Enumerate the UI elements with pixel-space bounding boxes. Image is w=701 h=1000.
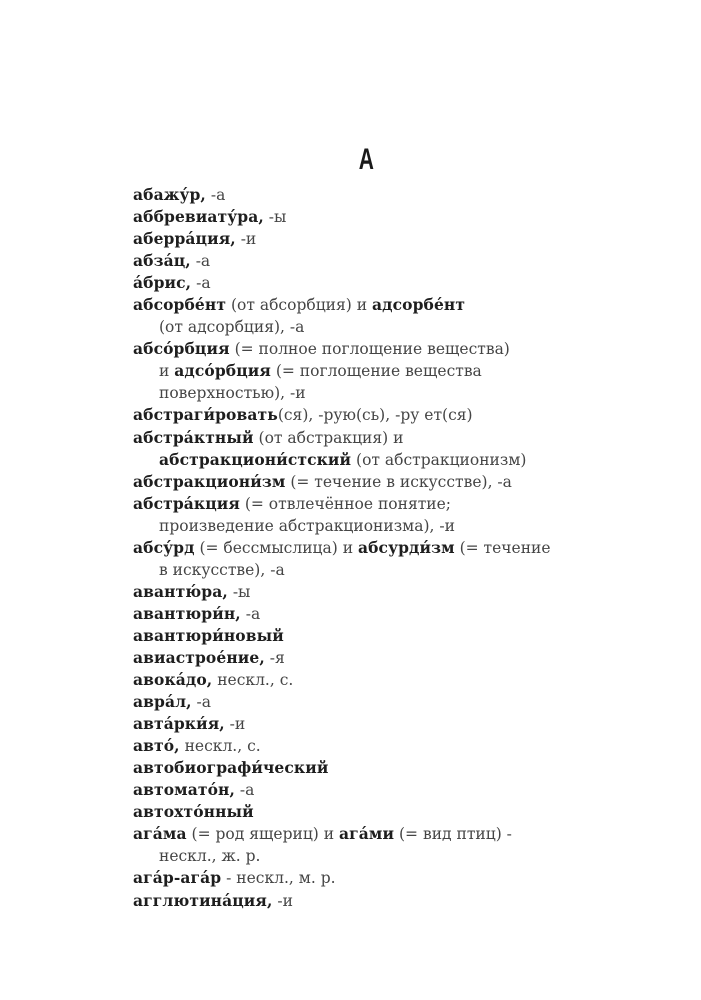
- dictionary-entry-line: [133, 713, 593, 735]
- dictionary-entry-line: [133, 338, 593, 360]
- dictionary-entry-line: [133, 537, 593, 559]
- dictionary-entry-line: [133, 272, 593, 294]
- dictionary-entry-line: [133, 735, 593, 757]
- entry-gloss: (от абстракция) и: [253, 428, 404, 447]
- headword: авока́до,: [133, 670, 213, 690]
- headword: авра́л,: [133, 692, 192, 712]
- entry-gloss: (ся), -рую(сь), -ру ет(ся): [277, 406, 473, 425]
- entry-gloss: в искусстве), -а: [159, 560, 285, 579]
- entry-continuation-line: [133, 316, 593, 338]
- dictionary-entry-line: [133, 603, 593, 625]
- headword: авиастрое́ние,: [133, 647, 265, 667]
- dictionary-entry-line: [133, 228, 593, 250]
- entry-gloss: (= отвлечённое понятие;: [239, 494, 452, 513]
- entry-gloss: (от абстракционизм): [351, 450, 527, 469]
- entry-continuation-line: [133, 559, 593, 581]
- entry-gloss: произведение абстракционизма), -и: [159, 516, 455, 535]
- entry-gloss: -а: [240, 604, 261, 623]
- entry-gloss: -ы: [227, 582, 251, 601]
- entry-gloss: нескл., с.: [179, 737, 261, 756]
- headword: абажу́р,: [133, 185, 206, 204]
- entry-continuation-line: [133, 845, 593, 867]
- entry-gloss: (= род ящериц) и: [186, 825, 340, 844]
- headword: абсорбе́нт: [133, 295, 227, 315]
- dictionary-entry-line: [133, 669, 593, 691]
- entry-gloss: -а: [234, 781, 255, 800]
- dictionary-entry-line: [133, 581, 593, 603]
- entry-gloss: (= бессмыслица) и: [194, 538, 358, 557]
- headword: авто́,: [133, 736, 180, 756]
- headword: абстраги́ровать: [133, 405, 278, 425]
- section-letter-heading: А: [358, 143, 374, 176]
- entry-gloss: -а: [191, 693, 212, 712]
- headword: абстра́кция: [133, 493, 240, 513]
- headword: ага́р-ага́р: [133, 868, 222, 888]
- dictionary-entry-line: [133, 779, 593, 801]
- dictionary-entry-line: [133, 867, 593, 889]
- entry-gloss: -а: [205, 186, 226, 204]
- entry-gloss: -а: [190, 252, 211, 271]
- entry-gloss: (= поглощение вещества: [270, 362, 482, 381]
- entry-gloss: (= полное поглощение вещества): [229, 340, 510, 359]
- headword: абсу́рд: [133, 537, 195, 557]
- headword: ага́ми: [339, 824, 395, 844]
- entry-continuation-line: [133, 515, 593, 537]
- dictionary-entry-line: [133, 184, 593, 206]
- entry-gloss: (от абсорбция) и: [226, 296, 373, 315]
- headword: а́брис,: [133, 273, 192, 293]
- dictionary-entry-line: [133, 890, 593, 912]
- entry-gloss: и: [159, 362, 175, 381]
- headword: авантю́ра,: [133, 581, 228, 601]
- headword: аберра́ция,: [133, 229, 236, 249]
- entry-gloss: -я: [264, 648, 285, 667]
- headword: абсурди́зм: [357, 537, 455, 557]
- entry-gloss: -и: [235, 230, 257, 249]
- dictionary-entry-line: [133, 757, 593, 779]
- headword: ага́ма: [133, 824, 187, 844]
- entry-continuation-line: [133, 382, 593, 404]
- dictionary-entry-list: [133, 184, 593, 912]
- headword: адсорбе́нт: [372, 295, 466, 315]
- entry-gloss: нескл., с.: [212, 671, 294, 690]
- headword: абза́ц,: [133, 251, 191, 271]
- dictionary-entry-line: [133, 691, 593, 713]
- entry-gloss: -и: [272, 891, 293, 910]
- headword: автобиографи́ческий: [133, 758, 329, 778]
- dictionary-entry-line: [133, 250, 593, 272]
- entry-gloss: нескл., ж. р.: [159, 847, 261, 866]
- dictionary-entry-line: [133, 427, 593, 449]
- dictionary-entry-line: [133, 493, 593, 515]
- headword: автомато́н,: [133, 780, 235, 800]
- dictionary-entry-line: [133, 801, 593, 823]
- headword: абстракциони́зм: [133, 471, 286, 491]
- entry-gloss: (= течение в искусстве), -а: [285, 472, 512, 491]
- entry-gloss: -а: [191, 274, 211, 293]
- headword: агглютина́ция,: [133, 890, 273, 910]
- dictionary-entry-line: [133, 823, 593, 845]
- dictionary-entry-line: [133, 471, 593, 493]
- headword: адсо́рбция: [174, 361, 271, 381]
- dictionary-entry-line: [133, 404, 593, 426]
- dictionary-entry-line: [133, 647, 593, 669]
- dictionary-entry-line: [133, 294, 593, 316]
- headword: авантюри́н,: [133, 603, 241, 623]
- headword: автохто́нный: [133, 802, 254, 822]
- entry-gloss: (от адсорбция), -а: [159, 318, 305, 337]
- entry-continuation-line: [133, 360, 593, 382]
- entry-gloss: поверхностью), -и: [159, 384, 306, 403]
- entry-gloss: -ы: [263, 208, 287, 227]
- headword: авантюри́новый: [133, 625, 284, 645]
- entry-gloss: (= вид птиц) -: [394, 825, 512, 844]
- headword: авта́рки́я,: [133, 714, 225, 734]
- entry-gloss: -и: [224, 715, 246, 734]
- dictionary-entry-line: [133, 206, 593, 228]
- headword: абстра́ктный: [133, 427, 254, 447]
- entry-gloss: - нескл., м. р.: [221, 869, 336, 888]
- headword: аббревиату́ра,: [133, 207, 264, 227]
- headword: абсо́рбция: [133, 339, 230, 359]
- entry-gloss: (= течение: [454, 538, 551, 557]
- entry-continuation-line: [133, 449, 593, 471]
- dictionary-entry-line: [133, 625, 593, 647]
- headword: абстракциони́стский: [159, 449, 352, 469]
